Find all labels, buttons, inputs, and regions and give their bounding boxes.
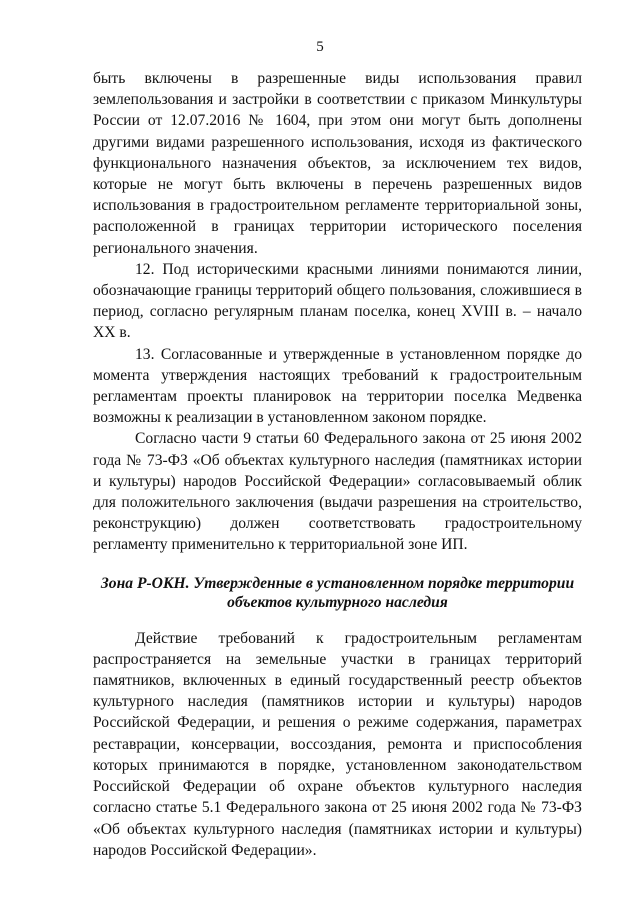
zone-paragraph: Действие требований к градостроительным регламентам распространяется на земельные участки в границах территорий памятников, включенных в единый государственный реестр объектов культурного наследия (памятников истории и культуры) народов Российской Федерации, и решения о режиме содержания, параметрах реставрации, консервации, воссоздания, ремонта и приспособления которых принимаются в порядке, установленном законодательством Российской Федерации об охране объектов культурного наследия согласно статье 5.1 Федерального закона от 25 июня 2002 года № 73-ФЗ «Об объектах культурного наследия (памятниках истории и культуры) народов Российской Федерации».	[93, 629, 582, 859]
document-body	[93, 68, 582, 861]
paragraph-item-13: 13. Согласованные и утвержденные в установленном порядке до момента утверждения настоящих требований к градостроительным регламентам проекты планировок на территории поселка Медвенка возможны к реализации в установленном законом порядке.	[93, 345, 582, 427]
paragraph-item-12: 12. Под историческими красными линиями понимаются линии, обозначающие границы территорий общего пользования, сложившиеся в период, согласно регулярным планам поселка, конец XVIII в. – начало XX в.	[93, 260, 582, 342]
page-number: 5	[316, 39, 324, 55]
paragraph-law-reference: Согласно части 9 статьи 60 Федерального закона от 25 июня 2002 года № 73-ФЗ «Об объектах культурного наследия (памятниках истории и культуры) народов Российской Федерации» согласовываемый облик для положительного заключения (выдачи разрешения на строительство, реконструкцию) должен соответствовать градостроительному регламенту применительно к территориальной зоне ИП.	[93, 430, 582, 554]
zone-heading: Зона Р-ОКН. Утвержденные в установленном порядке территории объектов культурного наследия	[100, 574, 575, 611]
paragraph-continuation: быть включены в разрешенные виды использования правил землепользования и застройки в соответствии с приказом Минкультуры России от 12.07.2016 № 1604, при этом они могут быть дополнены другими видами разрешенного использования, исходя из фактического функционального назначения объектов, за исключением тех видов, которые не могут быть включены в перечень разрешенных видов использования в градостроительном регламенте территориальной зоны, расположенной в границах территории исторического поселения регионального значения.	[93, 70, 582, 257]
